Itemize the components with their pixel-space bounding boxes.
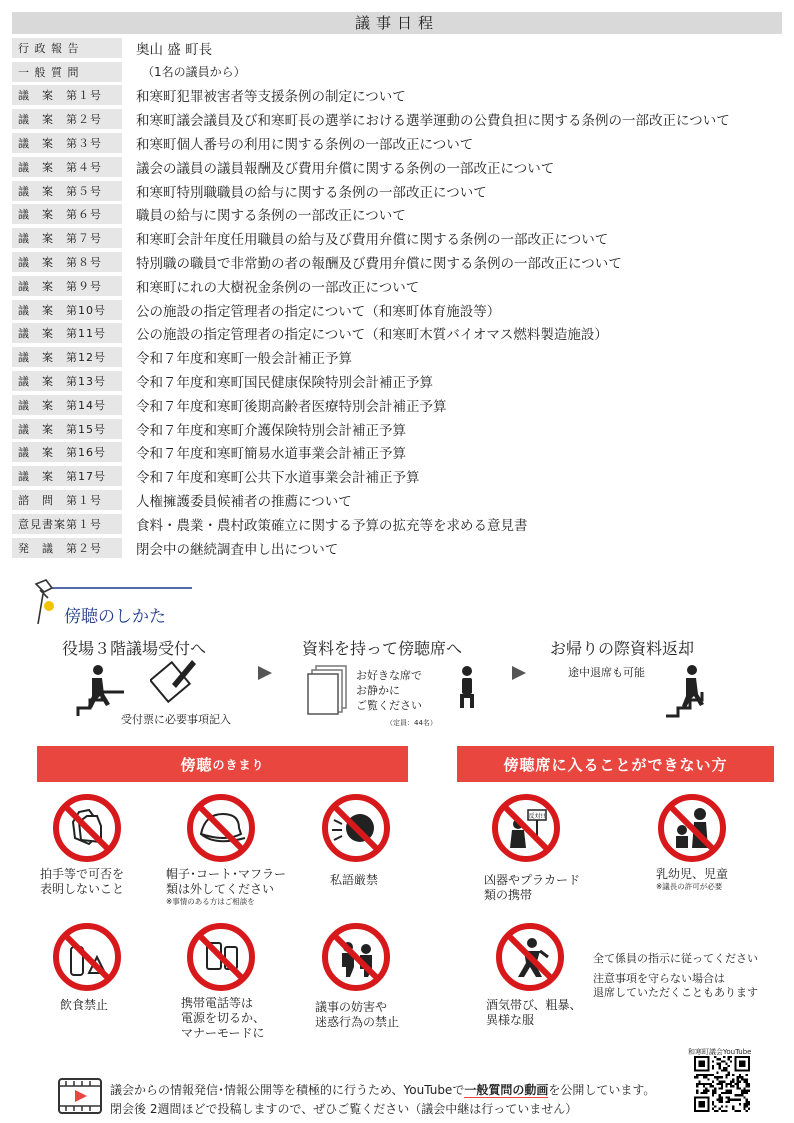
agenda-row-content: 令和７年度和寒町簡易水道事業会計補正予算 [136, 446, 406, 463]
agenda-row [12, 226, 782, 250]
agenda-row-label: 議 案 第17号 [12, 466, 122, 486]
video-icon [58, 1078, 102, 1114]
agenda-row [12, 345, 782, 369]
agenda-row [12, 250, 782, 274]
agenda-row-label: 意見書案第１号 [12, 514, 122, 534]
step2-note3: ご覧ください [356, 699, 422, 712]
form-writing-icon [150, 654, 198, 704]
no-weapons-placards-icon [490, 792, 562, 864]
agenda-row-label: 議 案 第14号 [12, 395, 122, 415]
agenda-row-label: 議 案 第５号 [12, 181, 122, 201]
agenda-row-label: 議 案 第16号 [12, 442, 122, 462]
seated-person-icon [452, 664, 482, 710]
rule-4-caption: 飲食禁止 [60, 998, 109, 1012]
agenda-row-content: 令和７年度和寒町後期高齢者医療特別会計補正予算 [136, 398, 447, 415]
no-disturbance-icon [320, 921, 392, 993]
agenda-row-content: 公の施設の指定管理者の指定について（和寒町木質バイオマス燃料製造施設） [136, 327, 608, 344]
footer-line-2: 閉会後 2週間ほどで投稿しますので、ぜひご覧ください（議会中継は行っていません） [110, 1102, 578, 1116]
agenda-row [12, 203, 782, 227]
agenda-row [12, 84, 782, 108]
agenda-row-content: 公の施設の指定管理者の指定について（和寒町体育施設等） [136, 303, 501, 320]
no-food-drink-icon [51, 921, 123, 993]
rules-banner: 傍聴 のきまり [37, 746, 408, 782]
step1-title: 役場３階議場受付へ [62, 639, 207, 658]
stairs-walker-icon [76, 660, 126, 718]
agenda-row-label: 議 案 第４号 [12, 157, 122, 177]
agenda-row-label: 議 案 第12号 [12, 347, 122, 367]
agenda-row-content: 令和７年度和寒町国民健康保険特別会計補正予算 [136, 375, 433, 392]
agenda-row-content: 食料・農業・農村政策確立に関する予算の拡充等を求める意見書 [136, 517, 528, 534]
step2-capacity: （定員：44名） [386, 719, 437, 727]
step2-title: 資料を持って傍聴席へ [302, 639, 463, 658]
agenda-row-content: 人権擁護委員候補者の推薦について [136, 494, 352, 511]
agenda-row-label: 議 案 第15号 [12, 419, 122, 439]
stairs-walker-icon [664, 660, 714, 718]
instruction-line-1: 全て係員の指示に従ってください [593, 952, 758, 965]
agenda-row-label: 議 案 第７号 [12, 228, 122, 248]
agenda-row [12, 274, 782, 298]
agenda-row [12, 60, 782, 84]
step2-note2: お静かに [356, 684, 400, 697]
agenda-row-content: 職員の給与に関する条例の一部改正について [136, 208, 406, 225]
agenda-row [12, 369, 782, 393]
document-icon [306, 662, 354, 716]
agenda-row-label: 議 案 第８号 [12, 252, 122, 272]
agenda-row [12, 488, 782, 512]
noentry-2-caption: 乳幼児、児童 ※議長の許可が必要 [656, 867, 729, 891]
agenda-row-content: 令和７年度和寒町一般会計補正予算 [136, 351, 352, 368]
agenda-row [12, 464, 782, 488]
agenda-row [12, 417, 782, 441]
rule-5-caption: 携帯電話等は 電源を切るか、 マナーモードに [181, 996, 266, 1040]
agenda-row-content: 奥山 盛 町長 [136, 41, 213, 58]
agenda-row [12, 512, 782, 536]
agenda-row-content: 令和７年度和寒町介護保険特別会計補正予算 [136, 422, 406, 439]
agenda-row [12, 36, 782, 60]
noentry-banner: 傍聴席 に入ることができない方 [457, 746, 774, 782]
agenda-row [12, 322, 782, 346]
arrow-icon [258, 666, 272, 680]
agenda-row-content: （1名の議員から） [142, 65, 246, 80]
agenda-table [12, 36, 782, 560]
agenda-row [12, 155, 782, 179]
no-drunk-violent-icon [494, 921, 566, 993]
agenda-row [12, 131, 782, 155]
rule-3-caption: 私語厳禁 [330, 873, 379, 887]
step3-note: 途中退席も可能 [568, 666, 645, 679]
noentry-3-caption: 酒気帯び、粗暴、 異様な服 [486, 998, 582, 1027]
agenda-row [12, 536, 782, 560]
agenda-row-label: 議 案 第11号 [12, 323, 122, 343]
agenda-row-label: 議 案 第13号 [12, 371, 122, 391]
agenda-row-content: 和寒町にれの大樹祝金条例の一部改正について [136, 279, 420, 296]
rule-1-caption: 拍手等で可否を 表明しないこと [40, 867, 125, 896]
placard-text: 反対!! [528, 813, 546, 820]
agenda-row-content: 和寒町特別職職員の給与に関する条例の一部改正について [136, 184, 487, 201]
agenda-row [12, 179, 782, 203]
agenda-row-label: 議 案 第２号 [12, 109, 122, 129]
no-phone-icon [185, 921, 257, 993]
no-talking-icon [320, 792, 392, 864]
agenda-row [12, 298, 782, 322]
agenda-row-content: 和寒町議会議員及び和寒町長の選挙における選挙運動の公費負担に関する条例の一部改正について [136, 113, 730, 130]
no-clapping-icon [51, 792, 123, 864]
agenda-row-label: 議 案 第１号 [12, 85, 122, 105]
arrow-icon [512, 666, 526, 680]
agenda-row-content: 令和７年度和寒町公共下水道事業会計補正予算 [136, 470, 420, 487]
rule-2-caption: 帽子･コート･マフラー 類は外してください ※事情のある方はご相談を [166, 867, 287, 906]
qr-label: 和寒町議会YouTube [688, 1048, 752, 1056]
agenda-row-label: 一 般 質 問 [12, 62, 122, 82]
qr-code-icon[interactable] [694, 1056, 750, 1112]
agenda-row-content: 和寒町犯罪被害者等支援条例の制定について [136, 89, 406, 106]
agenda-row-label: 行 政 報 告 [12, 38, 122, 58]
noentry-1-caption: 凶器やプラカード 類の携帯 [484, 873, 581, 902]
agenda-row-content: 特別職の職員で非常勤の者の報酬及び費用弁償に関する条例の一部改正について [136, 256, 622, 273]
agenda-row-content: 和寒町会計年度任用職員の給与及び費用弁償に関する条例の一部改正について [136, 232, 609, 249]
agenda-row-label: 議 案 第３号 [12, 133, 122, 153]
step2-note1: お好きな席で [356, 669, 422, 682]
instruction-line-3: 退席していただくこともあります [593, 986, 758, 999]
agenda-row-label: 発 議 第２号 [12, 538, 122, 558]
howto-title: 傍聴のしかた [64, 607, 166, 627]
agenda-row-content: 和寒町個人番号の利用に関する条例の一部改正について [136, 137, 474, 154]
agenda-row-content: 議会の議員の議員報酬及び費用弁償に関する条例の一部改正について [136, 160, 555, 177]
agenda-row [12, 393, 782, 417]
instruction-line-2: 注意事項を守らない場合は [593, 972, 725, 985]
no-hat-icon [185, 792, 257, 864]
footer-line-1: 議会からの情報発信･情報公開等を積極的に行うため、YouTubeで一般質問の動画を公開しています。 [110, 1083, 656, 1097]
agenda-row-label: 議 案 第６号 [12, 204, 122, 224]
agenda-row [12, 107, 782, 131]
agenda-row-label: 議 案 第９号 [12, 276, 122, 296]
agenda-row-label: 議 案 第10号 [12, 300, 122, 320]
agenda-row-content: 閉会中の継続調査申し出について [136, 541, 339, 558]
agenda-row [12, 441, 782, 465]
agenda-title: 議事日程 [12, 12, 782, 34]
step3-title: お帰りの際資料返却 [550, 639, 695, 658]
rule-6-caption: 議事の妨害や 迷惑行為の禁止 [315, 1000, 400, 1029]
no-children-icon [656, 792, 728, 864]
agenda-row-label: 諮 問 第１号 [12, 490, 122, 510]
step1-note: 受付票に必要事項記入 [121, 713, 231, 726]
